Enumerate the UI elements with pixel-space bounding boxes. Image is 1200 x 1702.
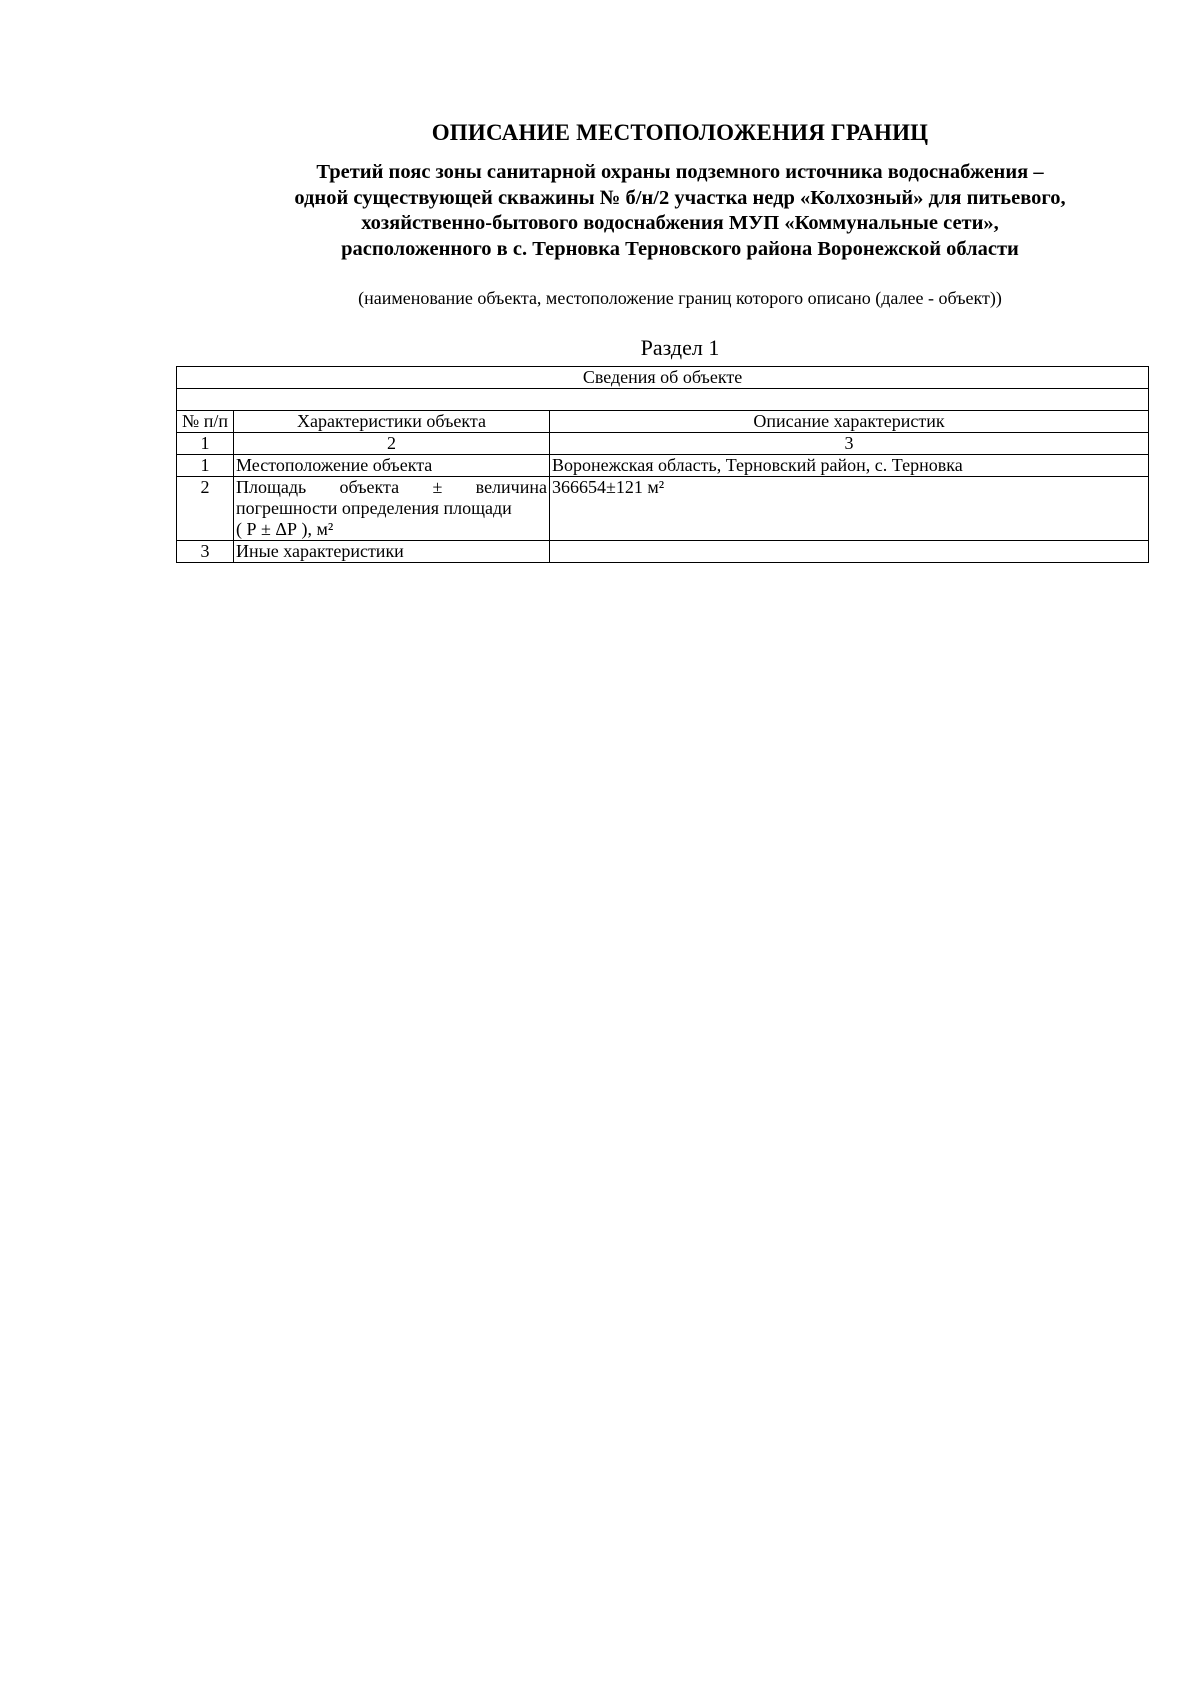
header-description: Описание характеристик [550,411,1149,433]
column-number: 1 [177,433,234,455]
table-spacer-cell [177,389,1149,411]
header-characteristic: Характеристики объекта [234,411,550,433]
row-number: 1 [177,455,234,477]
column-number: 3 [550,433,1149,455]
table-row [177,541,1149,563]
document-title: ОПИСАНИЕ МЕСТОПОЛОЖЕНИЯ ГРАНИЦ [431,120,929,145]
characteristic-word: величина [475,477,547,497]
object-name-line: одной существующей скважины № б/н/2 участка недр «Колхозный» для питьевого, [294,186,1066,209]
row-description: Воронежская область, Терновский район, с. Терновка [550,455,1149,477]
characteristic-line: ( Р ± ΔР ), м² [236,519,334,539]
table-header-row [177,411,1149,433]
table-row [177,477,1149,541]
characteristic-word: ± [432,477,443,497]
characteristic-word: Площадь [236,477,307,497]
table-spacer-row [177,389,1149,411]
column-number: 2 [234,433,550,455]
row-characteristic [234,477,550,541]
row-number: 2 [177,477,234,541]
object-name-line: хозяйственно-бытового водоснабжения МУП «Коммунальные сети», [361,212,999,234]
column-number-row [177,433,1149,455]
object-name-caption: (наименование объекта, местоположение границ которого описано (далее - объект)) [358,288,1002,308]
table-title-row [177,367,1149,389]
characteristic-word: объекта [339,477,400,497]
table-title: Сведения об объекте [177,367,1149,389]
characteristic-line: погрешности определения площади [236,498,512,518]
object-name [190,160,1170,262]
object-info-table [176,366,1149,563]
row-number: 3 [177,541,234,563]
object-name-line: Третий пояс зоны санитарной охраны подземного источника водоснабжения – [316,161,1044,183]
row-description [550,541,1149,563]
row-description: 366654±121 м² [550,477,1149,541]
object-name-line: расположенного в с. Терновка Терновского района Воронежской области [341,237,1019,260]
section-title: Раздел 1 [640,335,720,360]
row-characteristic: Иные характеристики [234,541,550,563]
row-characteristic: Местоположение объекта [234,455,550,477]
header-number: № п/п [177,411,234,433]
characteristic-line [236,477,547,498]
table-row [177,455,1149,477]
